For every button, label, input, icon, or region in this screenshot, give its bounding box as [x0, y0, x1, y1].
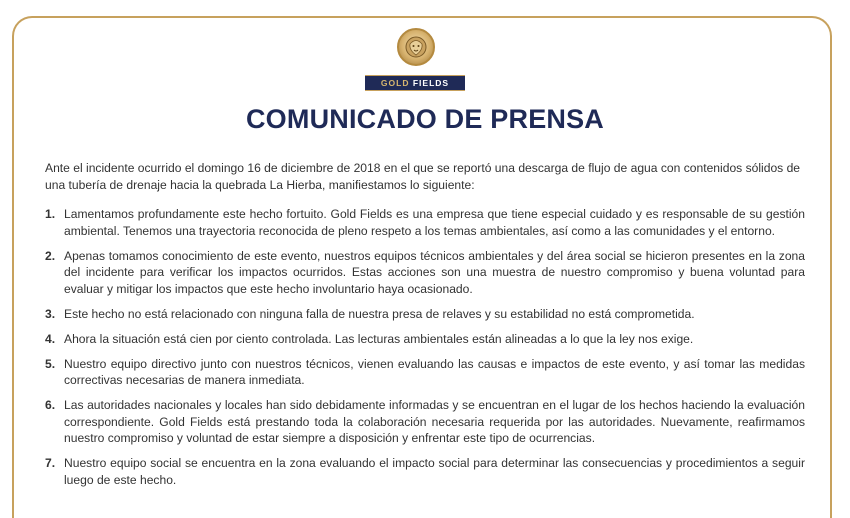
lion-seal-icon	[397, 28, 435, 66]
item-number: 5.	[45, 356, 56, 371]
item-number: 1.	[45, 207, 56, 221]
statement-list	[45, 206, 805, 497]
logo-wordmark: GOLD FIELDS	[365, 75, 465, 91]
item-number: 7.	[45, 456, 56, 470]
item-text: Este hecho no está relacionado con ninguna falla de nuestra presa de relaves y su estabilidad no está comprometida.	[64, 306, 695, 321]
item-text: Las autoridades nacionales y locales han sido debidamente informadas y se encuentran en el lugar de los hechos haciendo la evaluación correspondiente. Gold Fields está prestando toda la colaboración necesaria requerida por las autoridades. Nuevamente, reafirmamos nuestro compromiso y voluntad de estar siempre a disposición y enfrentar este tipo de ocurrencias.	[64, 398, 805, 445]
list-item	[45, 206, 805, 239]
item-text: Apenas tomamos conocimiento de este evento, nuestros equipos técnicos ambientales y del área social se hicieron presentes en la zona del incidente para verificar los impactos ocurridos. Estas acciones son una muestra de nuestro compromiso y buena voluntad para evaluar y mitigar los impactos que este hecho involuntario haya ocasionado.	[64, 248, 805, 296]
page-title: COMUNICADO DE PRENSA	[245, 104, 605, 134]
gold-fields-logo	[360, 28, 470, 92]
item-text: Ahora la situación está cien por ciento controlada. Las lecturas ambientales están alineadas a lo que la ley nos exige.	[64, 331, 694, 346]
list-item	[45, 397, 805, 447]
item-text: Nuestro equipo directivo junto con nuestros técnicos, vienen evaluando las causas e impactos de este evento, y así tomar las medidas correctivas necesarias de manera inmediata.	[64, 356, 805, 387]
item-number: 6.	[45, 398, 56, 412]
list-item	[45, 455, 805, 488]
item-text: Nuestro equipo social se encuentra en la zona evaluando el impacto social para determinar las consecuencias y procedimientos a seguir luego de este hecho.	[64, 456, 805, 487]
list-item	[45, 356, 805, 389]
intro-paragraph: Ante el incidente ocurrido el domingo 16 de diciembre de 2018 en el que se reportó una descarga de flujo de agua con contenidos sólidos de una tubería de drenaje hacia la quebrada La Hierba, manifiestamos lo siguiente:	[45, 161, 801, 192]
item-number: 4.	[45, 331, 56, 346]
list-item	[45, 306, 805, 323]
list-item	[45, 248, 805, 298]
item-number: 3.	[45, 306, 56, 321]
list-item	[45, 331, 805, 348]
item-number: 2.	[45, 248, 56, 263]
item-text: Lamentamos profundamente este hecho fortuito. Gold Fields es una empresa que tiene especial cuidado y es responsable de su gestión ambiental. Tenemos una trayectoria reconocida de pleno respeto a los temas ambientales, así como a las comunidades y el entorno.	[64, 207, 805, 238]
